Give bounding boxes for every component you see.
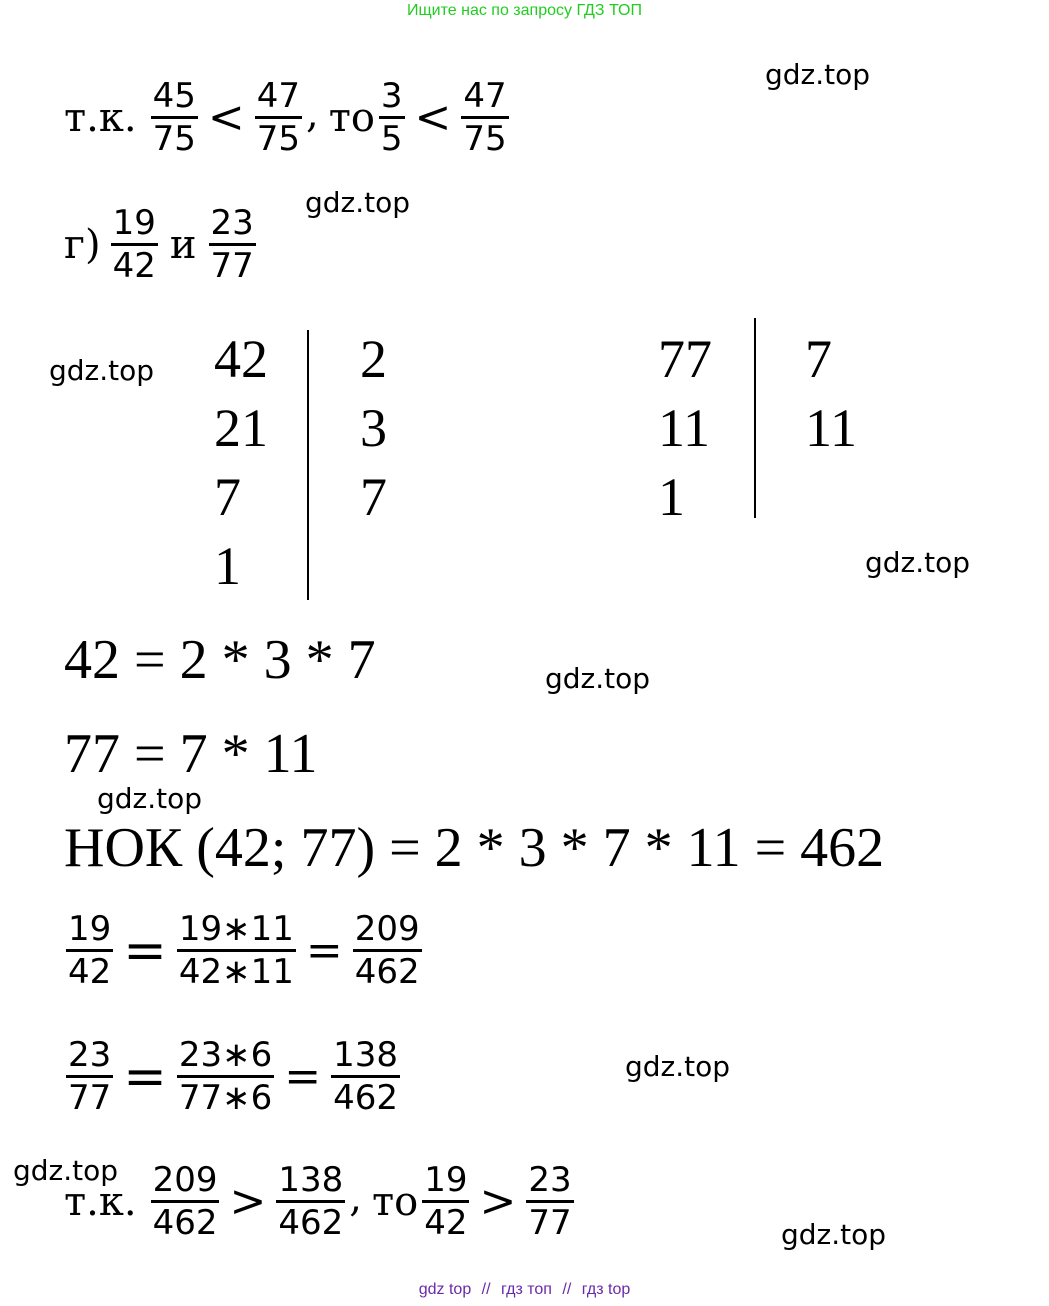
dividend: 7 <box>214 467 241 527</box>
dividend: 77 <box>658 329 712 389</box>
dividend: 42 <box>214 329 268 389</box>
fraction: $\frac{23}{77}$ <box>68 1035 112 1118</box>
comma: , <box>349 1175 362 1221</box>
fraction: $\frac{138}{462}$ <box>278 1160 344 1243</box>
equals-sign: = <box>123 1046 167 1107</box>
fraction: $\frac{23}{77}$ <box>528 1160 572 1243</box>
fraction: $\frac{23}{77}$ <box>210 203 254 286</box>
watermark: gdz.top <box>305 186 411 219</box>
prime-factor: 7 <box>360 467 387 527</box>
prefix-text: т.к. <box>64 94 137 141</box>
equals-sign: = <box>123 920 167 981</box>
watermark: gdz.top <box>545 662 651 695</box>
comma: , <box>305 91 319 137</box>
factorization-42: 42 = 2 * 3 * 7 <box>64 629 376 691</box>
fraction: $\frac{19}{42}$ <box>424 1160 468 1243</box>
fraction: $\frac{209}{462}$ <box>152 1160 218 1243</box>
fraction: $\frac{45}{75}$ <box>152 76 196 159</box>
less-than-sign: < <box>207 92 245 143</box>
watermark: gdz.top <box>781 1218 887 1251</box>
fraction: $\frac{47}{75}$ <box>256 76 300 159</box>
greater-than-sign: > <box>479 1176 517 1227</box>
dividend: 21 <box>214 398 268 458</box>
search-banner: Ищите нас по запросу ГДЗ ТОП <box>407 2 642 19</box>
footer-link[interactable]: gdz top <box>418 1281 472 1298</box>
dividend: 1 <box>214 536 241 596</box>
task-d-line <box>64 203 260 286</box>
conjunction: и <box>169 221 197 268</box>
prime-factor: 11 <box>805 398 857 458</box>
then-text: то <box>371 1178 419 1225</box>
prime-factor: 2 <box>360 329 387 389</box>
lcm-equation: НОК (42; 77) = 2 * 3 * 7 * 11 = 462 <box>64 817 885 879</box>
watermark: gdz.top <box>625 1050 731 1083</box>
fraction: $\frac{23∗6}{77∗6}$ <box>178 1035 273 1118</box>
prefix-text: т.к. <box>64 1178 137 1225</box>
fraction: $\frac{209}{462}$ <box>354 909 420 992</box>
watermark: gdz.top <box>765 58 871 91</box>
divider-line <box>754 318 756 518</box>
watermark: gdz.top <box>49 354 155 387</box>
fraction: $\frac{19}{42}$ <box>112 203 156 286</box>
footer-separator: // <box>562 1281 572 1298</box>
footer-link[interactable]: гдз топ <box>501 1281 552 1298</box>
dividend: 11 <box>658 398 710 458</box>
greater-than-sign: > <box>229 1176 267 1227</box>
fraction: $\frac{3}{5}$ <box>380 76 403 159</box>
fraction: $\frac{19∗11}{42∗11}$ <box>178 909 294 992</box>
footer-link[interactable]: гдз top <box>581 1281 631 1298</box>
conversion-line-1 <box>62 909 426 992</box>
fraction: $\frac{47}{75}$ <box>463 76 507 159</box>
task-label: г) <box>64 221 101 268</box>
watermark: gdz.top <box>13 1154 119 1187</box>
footer-links <box>0 1281 1049 1299</box>
watermark: gdz.top <box>97 782 203 815</box>
fraction: $\frac{138}{462}$ <box>333 1035 399 1118</box>
comparison-line-final <box>64 1160 578 1243</box>
factorization-77: 77 = 7 * 11 <box>64 723 318 785</box>
equals-sign: = <box>284 1051 322 1102</box>
conversion-line-2 <box>62 1035 404 1118</box>
prime-factor: 3 <box>360 398 387 458</box>
footer-separator: // <box>481 1281 491 1298</box>
dividend: 1 <box>658 467 685 527</box>
less-than-sign: < <box>414 92 452 143</box>
watermark: gdz.top <box>865 546 971 579</box>
comparison-line-1 <box>64 76 513 159</box>
then-text: то <box>328 94 375 141</box>
divider-line <box>307 330 309 600</box>
prime-factor: 7 <box>805 329 832 389</box>
equals-sign: = <box>305 925 343 976</box>
fraction: $\frac{19}{42}$ <box>68 909 112 992</box>
